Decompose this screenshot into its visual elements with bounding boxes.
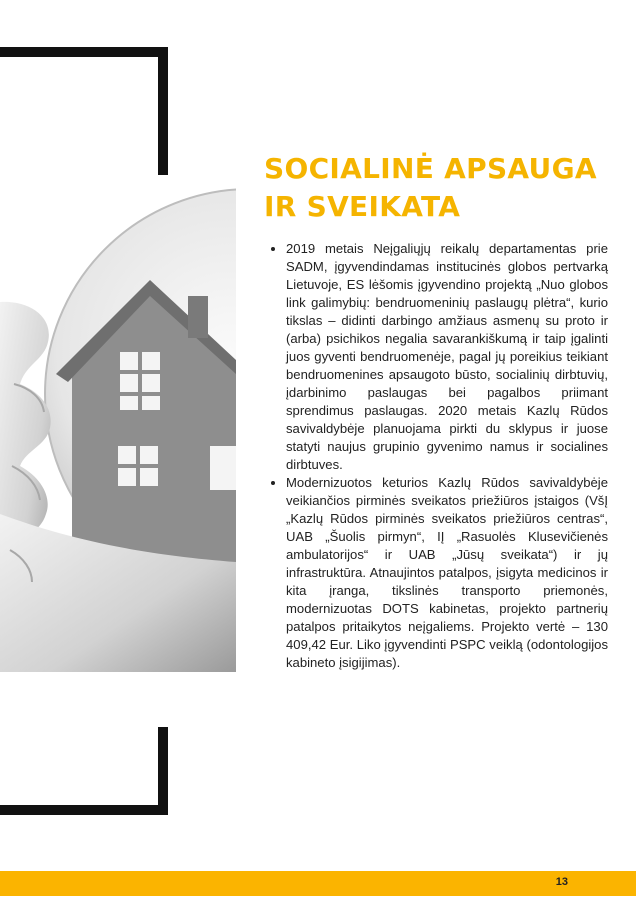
window-icon (210, 446, 236, 490)
decorative-frame-bottom (0, 727, 168, 815)
bullet-item: • 2019 metais Neįgaliųjų reikalų departamentas prie SADM, įgyvendindamas institucinės globos pertvarką Lietuvoje, ES lėšomis įgyvendino projektą „Nuo globos link galimybių: bendruomeninių paslaugų plėtra“, kurio tikslas – didinti darbingo amžiaus asmenų su proto ir (arba) psichikos negalia savarankiškumą ir taip įgalinti juos gyventi bendruomenėje, pagal jų poreikius teikiant bendruomenines apsaugoto būsto, socialinių dirbtuvių, įdarbinimo paslaugas bei pagalbos priimant sprendimus paslaugas. 2020 metais Kazlų Rūdos savivaldybėje planuojama pirkti du sklypus ir juose statyti naujus grupinio gyvenimo namus ir socialines dirbtuves. (286, 240, 608, 474)
decorative-frame-top (0, 47, 168, 175)
bullet-list (266, 240, 608, 672)
house-chimney (188, 296, 208, 338)
footer-bar (0, 871, 636, 896)
page-title: SOCIALINĖ APSAUGA IR SVEIKATA (264, 152, 597, 223)
bullet-item: • Modernizuotos keturios Kazlų Rūdos savivaldybėje veikiančios pirminės sveikatos priežiūros įstaigos (VšĮ „Kazlų Rūdos pirminės sveikatos priežiūros centras“, UAB „Šuolis pirmyn“, IĮ „Rasuolės Klusevičienės ambulatorijos“ ir UAB „Jūsų sveikata“) ir jų infrastruktūra. Atnaujintos patalpos, įsigyta medicinos ir kita įranga, tikslinės transporto priemonės, modernizuotas DOTS kabinetas, projekto partnerių patalpos pritaikytos neįgaliems. Projekto vertė – 130 409,42 Eur. Liko įgyvendinti PSPC veiklą (odontologijos kabineto įsigijimas). (286, 474, 608, 672)
house-in-sphere-photo (0, 184, 236, 672)
page-number: 13 (555, 876, 568, 888)
